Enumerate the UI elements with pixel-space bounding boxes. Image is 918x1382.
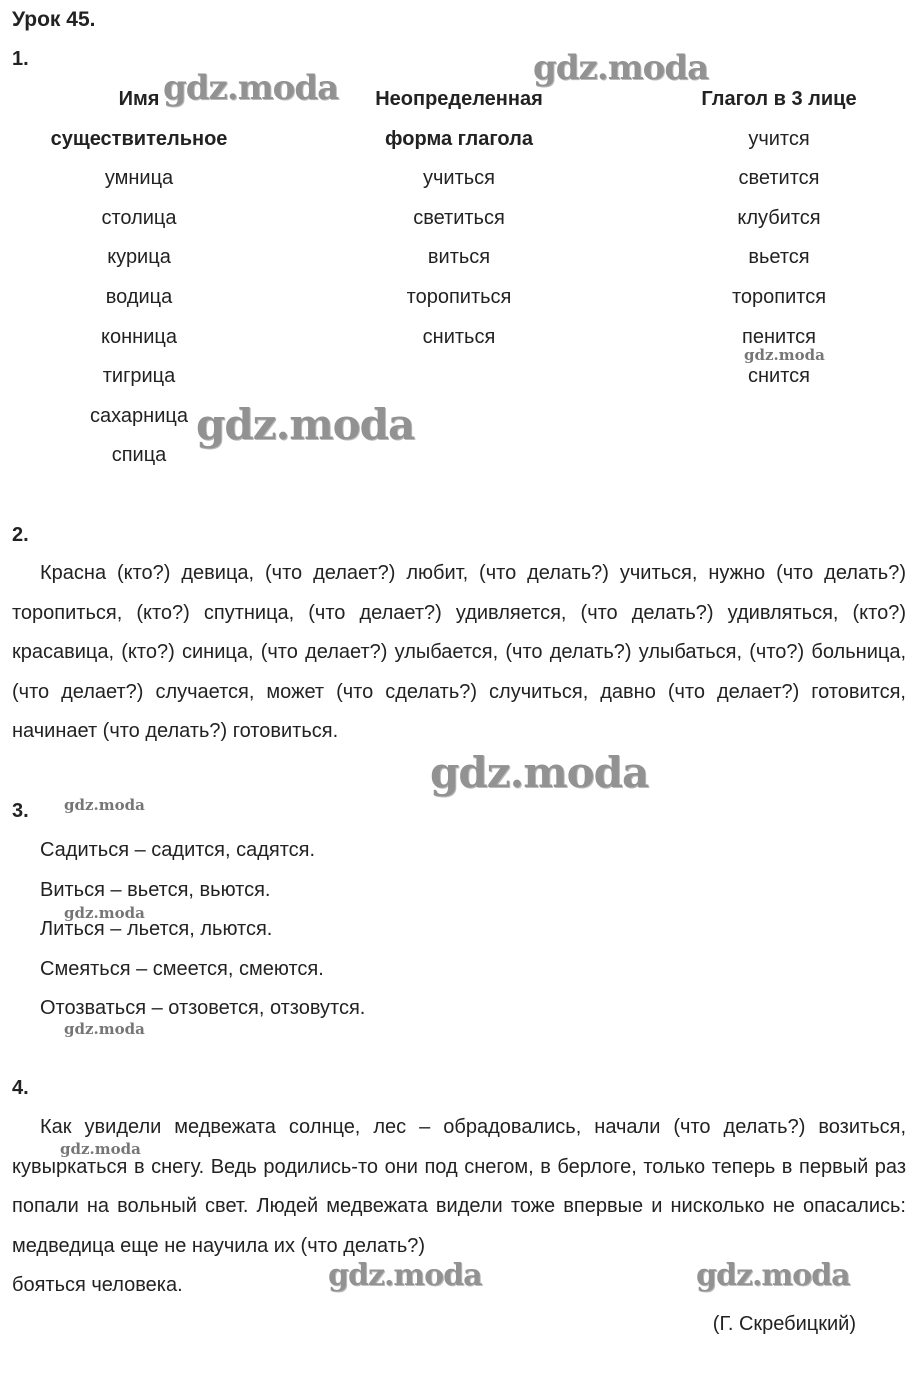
noun-item: сахарница — [90, 404, 188, 427]
column-infinitive-header-2: форма глагола — [385, 127, 533, 150]
infinitive-item: учиться — [422, 167, 495, 190]
exercise-2-text — [12, 554, 906, 752]
column-nouns-header-2: существительное — [50, 127, 228, 150]
exercise-1-number: 1. — [12, 48, 29, 70]
exercise-4-last-line: бояться человека. — [12, 1274, 183, 1297]
watermark-logo: gdz.moda — [163, 68, 339, 108]
noun-item: столица — [101, 206, 177, 229]
lesson-title: Урок 45. — [12, 8, 96, 31]
exercise-3-line: Садиться – садится, садятся. — [40, 839, 316, 861]
exercise-2-number: 2. — [12, 524, 29, 546]
noun-item: водица — [105, 285, 173, 308]
infinitive-item: торопиться — [406, 285, 512, 308]
exercise-3-lines — [40, 831, 365, 1029]
third-person-item: торопится — [731, 285, 827, 308]
noun-item: тигрица — [102, 365, 176, 388]
column-third-person-header: Глагол в 3 лице — [701, 88, 857, 110]
watermark-logo: gdz.moda — [533, 48, 709, 88]
exercise-4-number: 4. — [12, 1077, 29, 1099]
third-person-item: снится — [748, 365, 810, 388]
watermark-logo: gdz.moda — [328, 1258, 482, 1293]
third-person-item: светится — [738, 167, 820, 190]
watermark-logo: gdz.moda — [696, 1258, 850, 1293]
watermark-logo: gdz.moda — [196, 400, 415, 449]
third-person-item: учится — [748, 127, 810, 150]
noun-item: конница — [101, 325, 177, 348]
noun-item: спица — [111, 444, 167, 467]
watermark-logo: gdz.moda — [64, 1020, 145, 1038]
exercise-3-line: Отозваться – отзовется, отзовутся. — [40, 997, 366, 1020]
third-person-item: клубится — [737, 206, 821, 229]
exercise-3-number: 3. — [12, 800, 29, 822]
infinitive-item: светиться — [413, 206, 505, 229]
column-nouns-header-1: Имя — [118, 88, 160, 110]
author-attribution: (Г. Скребицкий) — [712, 1313, 856, 1335]
watermark-logo: gdz.moda — [60, 1140, 141, 1158]
noun-item: умница — [104, 167, 174, 190]
watermark-logo: gdz.moda — [64, 904, 145, 922]
noun-item: курица — [107, 246, 171, 269]
watermark-logo: gdz.moda — [430, 748, 649, 797]
third-person-item: пенится — [742, 325, 816, 348]
exercise-3-line: Литься – льется, льются. — [40, 918, 273, 941]
watermark-logo: gdz.moda — [744, 346, 825, 364]
exercise-3-line: Виться – вьется, вьются. — [40, 878, 271, 901]
column-infinitive-header-1: Неопределенная — [375, 88, 543, 110]
exercise-3-line: Смеяться – смеется, смеются. — [40, 957, 324, 980]
exercise-2-paragraph: Красна (кто?) девица, (что делает?) любит, (что делать?) учиться, нужно (что делать?) торопиться, (кто?) спутница, (что делает?) удивляется, (что делать?) удивляться, (кто?) красавица, (кто?) синица, (что делает?) улыбается, (что делать?) улыбаться, (что?) больница, (что делает?) случается, может (что сделать?) случиться, давно (что делает?) готовится, начинает (что делать?) готовиться. — [12, 562, 906, 743]
watermark-logo: gdz.moda — [64, 796, 145, 814]
infinitive-item: сниться — [422, 325, 496, 348]
infinitive-item: виться — [427, 246, 491, 269]
exercise-4-paragraph: Как увидели медвежата солнце, лес – обрадовались, начали (что делать?) возиться, кувыркаться в снегу. Ведь родились-то они под снегом, в берлоге, только теперь в первый раз попали на вольный свет. Людей медвежата видели тоже впервые и нисколько не опасались: медведица еще не научила их (что делать?) — [12, 1116, 906, 1257]
third-person-item: вьется — [748, 246, 810, 269]
column-infinitive — [330, 80, 588, 357]
